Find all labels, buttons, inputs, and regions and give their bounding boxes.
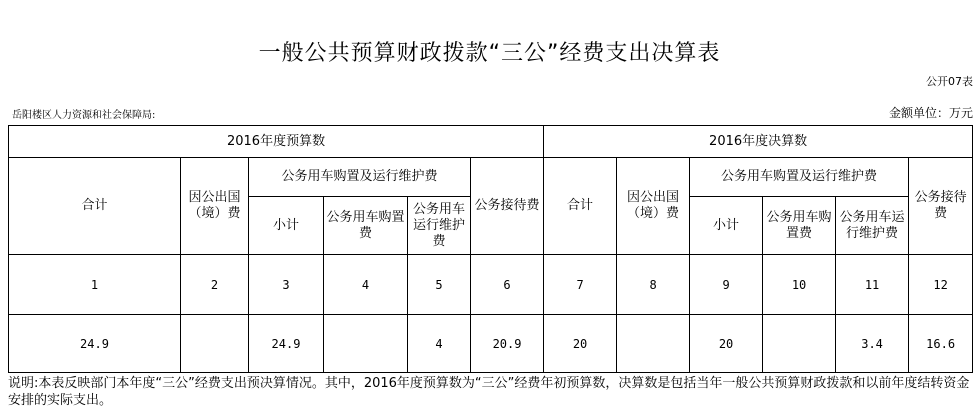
budget-abroad-value <box>181 315 249 373</box>
column-number: 5 <box>408 255 471 315</box>
budget-subtotal-header: 小计 <box>249 197 324 255</box>
budget-abroad-header: 因公出国（境）费 <box>181 158 249 255</box>
group-header-row <box>9 126 973 158</box>
budget-vehicle-purchase-value <box>324 315 408 373</box>
column-number: 6 <box>471 255 544 315</box>
column-number: 4 <box>324 255 408 315</box>
column-number: 10 <box>763 255 836 315</box>
budget-vehicle-purchase-header: 公务用车购置费 <box>324 197 408 255</box>
value-row <box>9 315 973 373</box>
final-total-value: 20 <box>544 315 617 373</box>
budget-reception-value: 20.9 <box>471 315 544 373</box>
department-name: 岳阳楼区人力资源和社会保障局: <box>12 110 156 121</box>
budget-vehicle-group-header: 公务用车购置及运行维护费 <box>249 158 471 197</box>
final-vehicle-ops-header: 公务用车运行维护费 <box>836 197 909 255</box>
budget-subtotal-value: 24.9 <box>249 315 324 373</box>
column-header-row <box>9 158 973 197</box>
budget-total-value: 24.9 <box>9 315 181 373</box>
final-subtotal-value: 20 <box>690 315 763 373</box>
three-public-expense-table <box>8 125 973 373</box>
column-number: 7 <box>544 255 617 315</box>
column-number: 1 <box>9 255 181 315</box>
final-abroad-value <box>617 315 690 373</box>
column-number: 9 <box>690 255 763 315</box>
column-number: 2 <box>181 255 249 315</box>
column-number: 3 <box>249 255 324 315</box>
final-vehicle-ops-value: 3.4 <box>836 315 909 373</box>
form-number: 公开07表 <box>926 75 973 88</box>
budget-vehicle-ops-value: 4 <box>408 315 471 373</box>
column-number: 11 <box>836 255 909 315</box>
final-group-header: 2016年度决算数 <box>544 126 973 158</box>
final-reception-header: 公务接待费 <box>909 158 973 255</box>
final-vehicle-purchase-header: 公务用车购置费 <box>763 197 836 255</box>
column-number-row <box>9 255 973 315</box>
final-vehicle-purchase-value <box>763 315 836 373</box>
final-vehicle-group-header: 公务用车购置及运行维护费 <box>690 158 909 197</box>
final-subtotal-header: 小计 <box>690 197 763 255</box>
budget-group-header: 2016年度预算数 <box>9 126 544 158</box>
column-number: 12 <box>909 255 973 315</box>
page-title: 一般公共预算财政拨款“三公”经费支出决算表 <box>258 41 721 66</box>
final-abroad-header: 因公出国（境）费 <box>617 158 690 255</box>
amount-unit: 金额单位：万元 <box>888 106 973 120</box>
budget-reception-header: 公务接待费 <box>471 158 544 255</box>
budget-total-header: 合计 <box>9 158 181 255</box>
final-total-header: 合计 <box>544 158 617 255</box>
explanation-note: 说明:本表反映部门本年度“三公”经费支出预决算情况。其中，2016年度预算数为“三公”经费年初预算数，决算数是包括当年一般公共预算财政拨款和以前年度结转资金安排的实际支出。 <box>8 376 970 408</box>
final-reception-value: 16.6 <box>909 315 973 373</box>
budget-vehicle-ops-header: 公务用车运行维护费 <box>408 197 471 255</box>
column-number: 8 <box>617 255 690 315</box>
